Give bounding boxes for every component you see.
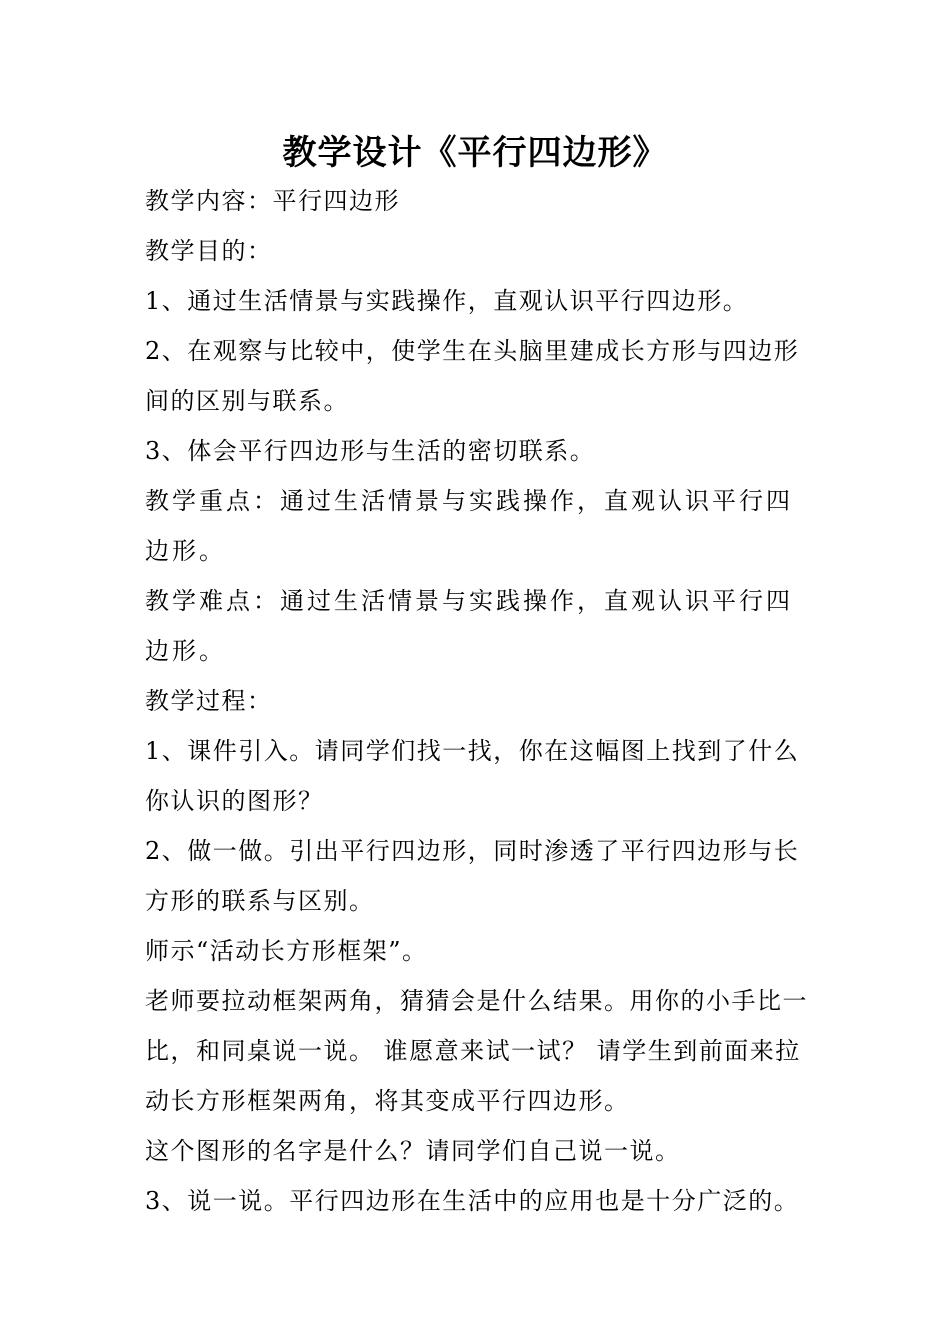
paragraph-goal-1: 1、通过生活情景与实践操作，直观认识平行四边形。 xyxy=(145,287,749,315)
paragraph-step-1: 1、课件引入。请同学们找一找，你在这幅图上找到了什么你认识的图形？ xyxy=(145,737,800,815)
paragraph-teaching-goals-heading: 教学目的： xyxy=(145,237,273,265)
paragraph-step-2: 2、做一做。引出平行四边形，同时渗透了平行四边形与长方形的联系与区别。 xyxy=(145,837,800,915)
paragraph-difficulties: 教学难点：通过生活情景与实践操作，直观认识平行四边形。 xyxy=(145,587,793,665)
paragraph-drag-frame: 老师要拉动框架两角，猜猜会是什么结果。用你的小手比一比，和同桌说一说。 谁愿意来试一试？ 请学生到前面来拉动长方形框架两角，将其变成平行四边形。 xyxy=(145,987,808,1115)
paragraph-goal-3: 3、体会平行四边形与生活的密切联系。 xyxy=(145,437,596,465)
paragraph-teacher-demo: 师示“活动长方形框架”。 xyxy=(145,937,428,965)
paragraph-name-question: 这个图形的名字是什么？请同学们自己说一说。 xyxy=(145,1137,681,1165)
paragraph-goal-2: 2、在观察与比较中，使学生在头脑里建成长方形与四边形间的区别与联系。 xyxy=(145,337,800,415)
paragraph-key-points: 教学重点：通过生活情景与实践操作，直观认识平行四边形。 xyxy=(145,487,793,565)
paragraph-teaching-content: 教学内容：平行四边形 xyxy=(145,187,400,215)
paragraph-process-heading: 教学过程： xyxy=(145,687,273,715)
document-title: 教学设计《平行四边形》 xyxy=(282,133,668,173)
document-body xyxy=(145,176,810,1226)
paragraph-step-3: 3、说一说。平行四边形在生活中的应用也是十分广泛的。 xyxy=(145,1187,800,1215)
